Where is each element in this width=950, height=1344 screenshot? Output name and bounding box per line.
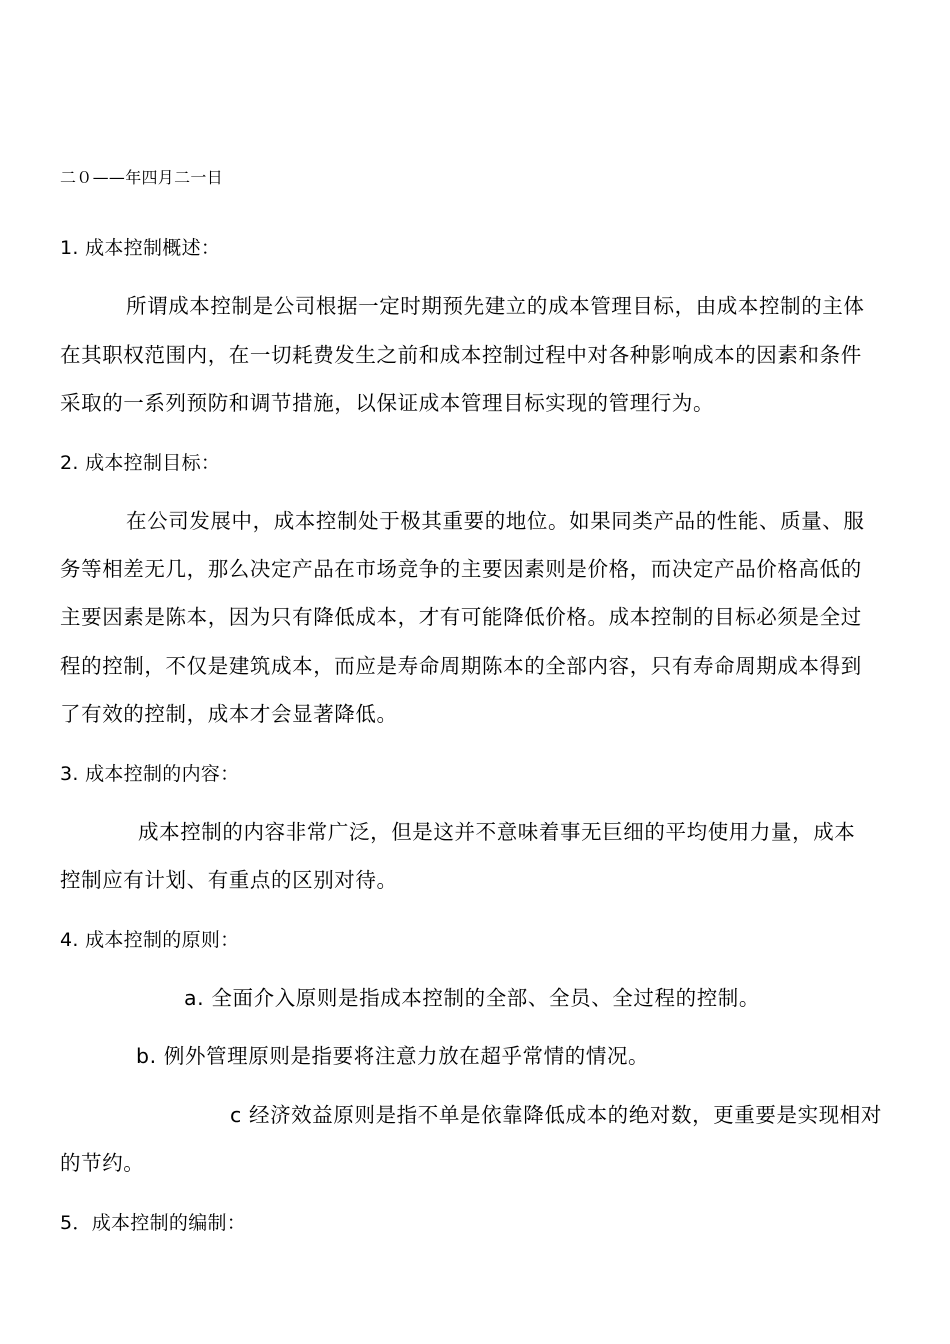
document-date: 二０——年四月二一日 [60, 168, 224, 187]
section-2-paragraph-line-5: 了有效的控制，成本才会显著降低。 [60, 702, 398, 726]
section-3-heading: 3. 成本控制的内容： [60, 763, 240, 785]
section-3-paragraph-line-1: 成本控制的内容非常广泛，但是这并不意味着事无巨细的平均使用力量，成本 [138, 820, 856, 844]
section-3-paragraph-line-2: 控制应有计划、有重点的区别对待。 [60, 868, 398, 892]
section-1-paragraph-line-1: 所谓成本控制是公司根据一定时期预先建立的成本管理目标，由成本控制的主体 [126, 294, 865, 318]
section-5-heading: 5．成本控制的编制： [60, 1212, 247, 1234]
section-1-paragraph-line-2: 在其职权范围内，在一切耗费发生之前和成本控制过程中对各种影响成本的因素和条件 [60, 343, 862, 367]
principle-b: b. 例外管理原则是指要将注意力放在超乎常情的情况。 [136, 1044, 650, 1068]
principle-c-line-2: 的节约。 [60, 1151, 145, 1175]
section-4-heading: 4. 成本控制的原则： [60, 929, 240, 951]
section-2-paragraph-line-4: 程的控制，不仅是建筑成本，而应是寿命周期陈本的全部内容，只有寿命周期成本得到 [60, 654, 862, 678]
section-2-paragraph-line-2: 务等相差无几，那么决定产品在市场竞争的主要因素则是价格，而决定产品价格高低的 [60, 557, 862, 581]
section-2-paragraph-line-3: 主要因素是陈本，因为只有降低成本，才有可能降低价格。成本控制的目标必须是全过 [60, 605, 862, 629]
section-1-paragraph-line-3: 采取的一系列预防和调节措施，以保证成本管理目标实现的管理行为。 [60, 391, 715, 415]
principle-a: a. 全面介入原则是指成本控制的全部、全员、全过程的控制。 [184, 986, 760, 1010]
section-1-heading: 1. 成本控制概述： [60, 237, 221, 259]
section-2-heading: 2. 成本控制目标： [60, 452, 221, 474]
principle-c-line-1: c 经济效益原则是指不单是依靠降低成本的绝对数，更重要是实现相对 [230, 1103, 882, 1127]
section-2-paragraph-line-1: 在公司发展中，成本控制处于极其重要的地位。如果同类产品的性能、质量、服 [126, 509, 865, 533]
